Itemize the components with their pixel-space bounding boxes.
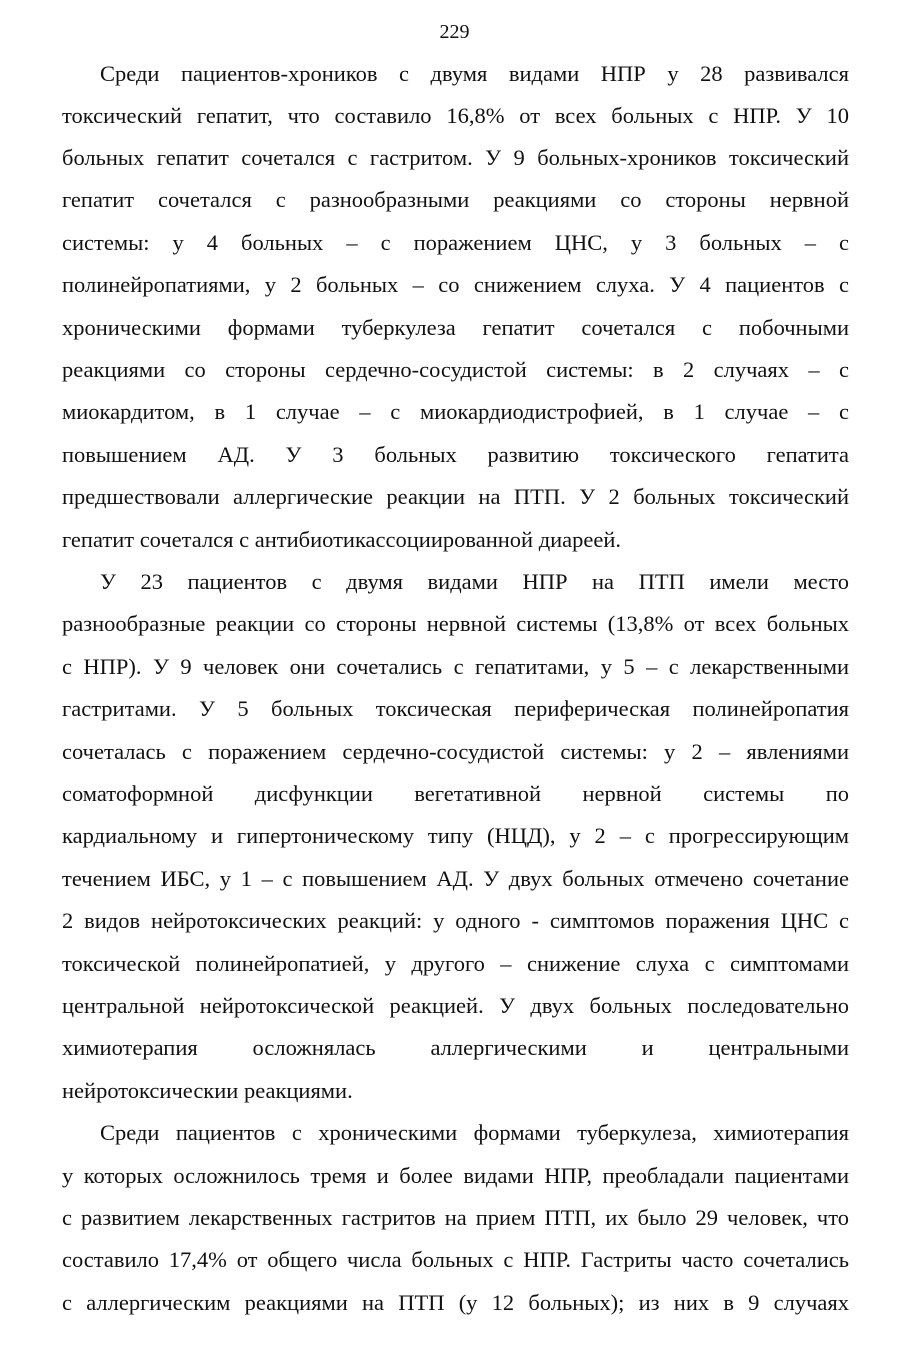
paragraph-3-line-4: составило 17,4% от общего числа больных с НПР. Гастриты часто сочетались [62, 1247, 849, 1272]
page-number: 229 [439, 21, 470, 43]
paragraph-1-line-4: гепатит сочетался с разнообразными реакциями со стороны нервной [62, 187, 849, 212]
paragraph-1-line-7: хроническими формами туберкулеза гепатит сочетался с побочными [62, 315, 849, 340]
paragraph-2-line-3: с НПР). У 9 человек они сочетались с гепатитами, у 5 – с лекарственными [62, 654, 849, 679]
paragraph-1-line-8: реакциями со стороны сердечно-сосудистой системы: в 2 случаях – с [62, 357, 849, 382]
paragraph-2-line-12: химиотерапия осложнялась аллергическими и центральными [62, 1035, 849, 1060]
paragraph-2-line-8: течением ИБС, у 1 – с повышением АД. У двух больных отмечено сочетание [62, 866, 849, 891]
paragraph-2-line-7: кардиальному и гипертоническому типу (НЦД), у 2 – с прогрессирующим [62, 823, 849, 848]
paragraph-1-line-2: токсический гепатит, что составило 16,8% от всех больных с НПР. У 10 [62, 103, 849, 128]
paragraph-3-line-5: с аллергическим реакциями на ПТП (у 12 больных); из них в 9 случаях [62, 1290, 849, 1315]
paragraph-2-line-9: 2 видов нейротоксических реакций: у одного - симптомов поражения ЦНС с [62, 908, 849, 933]
paragraph-2-line-2: разнообразные реакции со стороны нервной системы (13,8% от всех больных [62, 611, 849, 636]
paragraph-1-line-1: Среди пациентов-хроников с двумя видами НПР у 28 развивался [100, 61, 849, 86]
paragraph-1-line-9: миокардитом, в 1 случае – с миокардиодистрофией, в 1 случае – с [62, 399, 849, 424]
paragraph-2-line-11: центральной нейротоксической реакцией. У двух больных последовательно [62, 993, 849, 1018]
paragraph-3-line-3: с развитием лекарственных гастритов на прием ПТП, их было 29 человек, что [62, 1205, 849, 1230]
paragraph-2-line-1: У 23 пациентов с двумя видами НПР на ПТП имели место [100, 569, 849, 594]
paragraph-2-line-13: нейротоксическии реакциями. [62, 1078, 353, 1103]
paragraph-1-line-5: системы: у 4 больных – с поражением ЦНС, у 3 больных – с [62, 230, 849, 255]
paragraph-3-line-2: у которых осложнилось тремя и более видами НПР, преобладали пациентами [62, 1163, 849, 1188]
paragraph-1-line-11: предшествовали аллергические реакции на ПТП. У 2 больных токсический [62, 484, 849, 509]
paragraph-1-line-10: повышением АД. У 3 больных развитию токсического гепатита [62, 442, 849, 467]
paragraph-1-line-12: гепатит сочетался с антибиотикассоциированной диареей. [62, 527, 622, 552]
paragraph-1-line-6: полинейропатиями, у 2 больных – со снижением слуха. У 4 пациентов с [62, 272, 849, 297]
paragraph-2-line-10: токсической полинейропатией, у другого – снижение слуха с симптомами [62, 951, 849, 976]
paragraph-3-line-1: Среди пациентов с хроническими формами туберкулеза, химиотерапия [100, 1120, 849, 1145]
paragraph-2-line-5: сочеталась с поражением сердечно-сосудистой системы: у 2 – явлениями [62, 739, 849, 764]
paragraph-2-line-6: соматоформной дисфункции вегетативной нервной системы по [62, 781, 849, 806]
paragraph-1-line-3: больных гепатит сочетался с гастритом. У 9 больных-хроников токсический [62, 145, 849, 170]
paragraph-2-line-4: гастритами. У 5 больных токсическая периферическая полинейропатия [62, 696, 849, 721]
